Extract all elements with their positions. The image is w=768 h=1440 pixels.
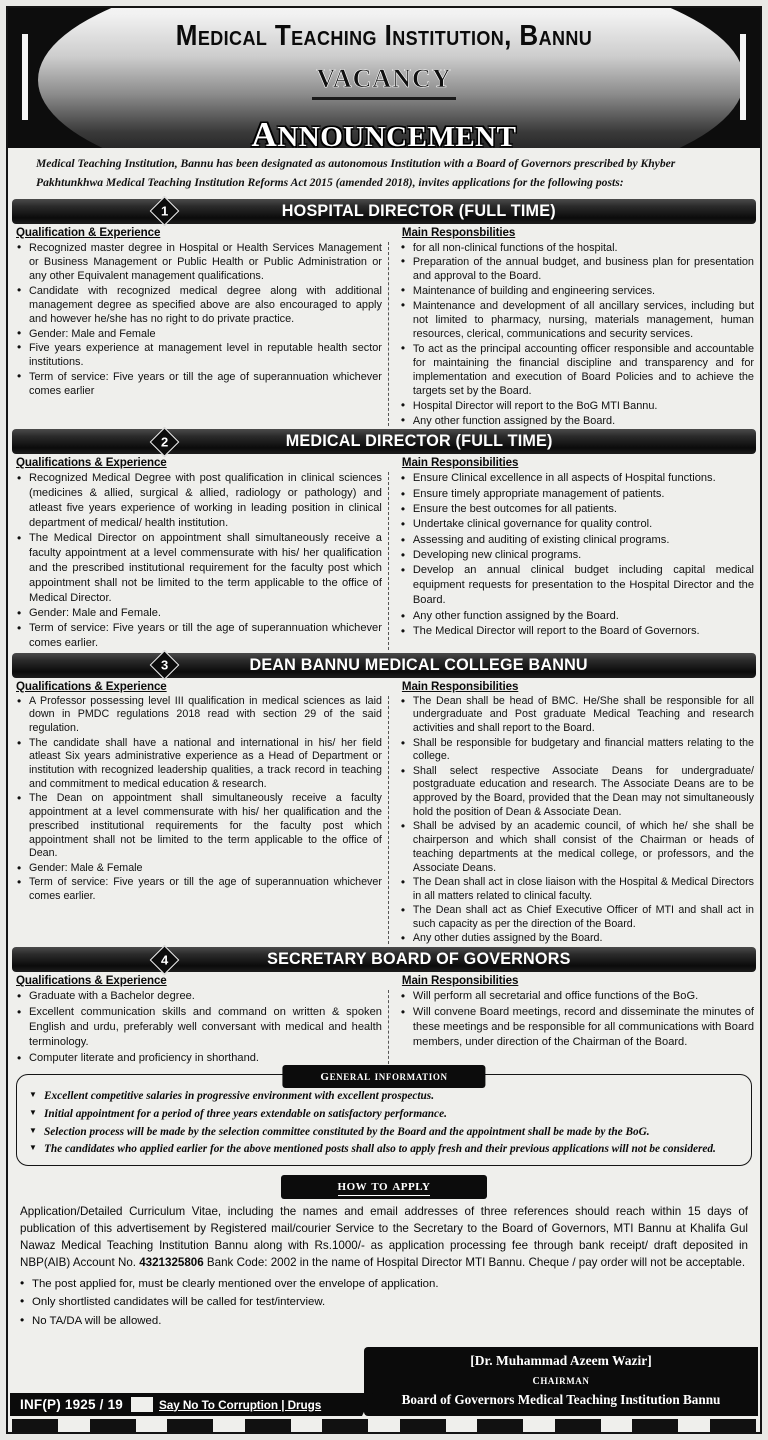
tooth	[322, 1419, 368, 1432]
section-number-badge-3	[150, 650, 180, 680]
section-body-4	[8, 972, 760, 1066]
list-item: • Gender: Male & Female	[14, 862, 382, 876]
list-item: • Graduate with a Bachelor degree.	[14, 989, 382, 1004]
list-item: • Develop an annual clinical budget including capital medical equipment requests for presentation to the Hospital Director and the Board.	[400, 563, 754, 608]
chairman-organization: Board of Governors Medical Teaching Institution Bannu	[401, 1392, 721, 1408]
section-2-left-column	[14, 456, 391, 651]
list-item: • Candidate with recognized medical degree along with additional management degree as specified above are also encouraged to apply and however he/she has no right to do private practice.	[14, 284, 382, 327]
section-1-left-column	[14, 226, 391, 429]
tooth	[555, 1419, 601, 1432]
list-item: • Undertake clinical governance for quality control.	[400, 517, 754, 532]
section-title-4: SECRETARY BOARD OF GOVERNORS	[267, 950, 571, 969]
section-3-left-heading: Qualifications & Experience	[16, 679, 167, 693]
list-item: • The post applied for, must be clearly mentioned over the envelope of application.	[16, 1275, 752, 1293]
tooth	[90, 1419, 136, 1432]
section-1-right-column	[391, 226, 754, 429]
chairman-role: chairman	[532, 1372, 590, 1389]
bank-account-number: 4321325806	[139, 1256, 204, 1270]
list-item: • Ensure timely appropriate management of patients.	[400, 487, 754, 502]
list-item: • Any other duties assigned by the Board.	[400, 932, 754, 946]
section-number-badge-4	[150, 945, 180, 975]
section-title-3: DEAN BANNU MEDICAL COLLEGE BANNU	[249, 655, 589, 674]
list-item: • Any other function assigned by the Board.	[400, 414, 754, 428]
list-item: • Only shortlisted candidates will be called for test/interview.	[16, 1293, 752, 1311]
list-item: ▼ Initial appointment for a period of three years extendable on satisfactory performance.	[27, 1106, 741, 1123]
section-2-right-heading: Main Responsibilities	[401, 456, 519, 470]
section-title-1: HOSPITAL DIRECTOR (FULL TIME)	[281, 201, 556, 220]
how-to-apply-part-1: Application/Detailed Curriculum Vitae, including the names and email addresses of three references should reach within 15 days of publication of this advertisement by Registered mail/courier Service to the Secretary to the Board of Governors, MTI Bannu at Khalifa Gul Nawaz Medical Teaching Institution Bannu along with Rs.1000/- as application processing fee through bank receipt/ draft deposited in NBP(AIB) Account No.	[20, 1204, 748, 1270]
section-header-medical-director	[12, 429, 756, 454]
section-2-responsibilities-list	[400, 471, 754, 638]
tooth	[245, 1419, 291, 1432]
section-1-qualifications-list	[14, 241, 382, 399]
section-1-responsibilities-list	[400, 241, 754, 428]
list-item: • Ensure Clinical excellence in all aspects of Hospital functions.	[400, 471, 754, 486]
section-3-responsibilities-list	[400, 695, 754, 946]
list-item: • Ensure the best outcomes for all patients.	[400, 502, 754, 517]
section-number-1: 1	[160, 203, 169, 219]
list-item: • A Professor possessing level III qualification in medical sciences as laid down in PMDC regulations 2018 read with section 29 of the said regulation.	[14, 695, 382, 736]
section-header-secretary	[12, 947, 756, 972]
masthead-institution-name: Medical Teaching Institution, Bannu	[175, 18, 593, 52]
section-body-3	[8, 678, 760, 947]
anti-corruption-slogan: Say No To Corruption | Drugs	[159, 1397, 322, 1412]
how-to-apply-list	[16, 1275, 752, 1330]
list-item: ▼ Selection process will be made by the selection committee constituted by the Board and the appointment shall be made by the BoG.	[27, 1124, 741, 1141]
list-item: • The candidate shall have a national and international in his/ her field atleast Six years administrative experience as a Head of Department or institution with recognized leadership qualities, a track record in teaching and commitment to medical education & research.	[14, 737, 382, 792]
inf-strip	[10, 1393, 362, 1416]
list-item: • Maintenance of building and engineering services.	[400, 284, 754, 298]
section-2-left-heading: Qualifications & Experience	[16, 456, 167, 470]
tooth	[710, 1419, 756, 1432]
list-item: • Recognized Medical Degree with post qualification in clinical sciences (medicines & allied, surgical & allied, radiology or pathology) and atleast five years experience of working in leading position in clinical department of medical/ health institution.	[14, 471, 382, 530]
list-item: • Term of service: Five years or till the age of superannuation whichever comes earlier.	[14, 621, 382, 651]
list-item: • Shall be advised by an academic council, of which he/ she shall be chairperson and which shall consist of the Chairman or heads of teaching departments at the medical college, or professors, and the Associate Deans.	[400, 820, 754, 875]
list-item: • To act as the principal accounting officer responsible and accountable for maintaining the financial discipline and transparency and for implementation and execution of Board Policies and to achieve the targets set by the Board.	[400, 342, 754, 399]
section-header-hospital-director	[12, 199, 756, 224]
list-item: • Shall select respective Associate Deans for undergraduate/ postgraduate education and research. The Associate Deans are to be approved by the Board, provided that the Dean may not simultaneously hold the position of Dean & Associate Dean.	[400, 765, 754, 820]
list-item: • No TA/DA will be allowed.	[16, 1312, 752, 1330]
footer	[8, 1346, 760, 1432]
general-information-block	[16, 1067, 752, 1166]
list-item: • Will perform all secretarial and office functions of the BoG.	[400, 989, 754, 1004]
masthead	[8, 8, 760, 148]
section-4-qualifications-list	[14, 989, 382, 1065]
section-header-dean	[12, 653, 756, 678]
masthead-announcement-word: announcement	[251, 101, 517, 148]
list-item: ▼ The candidates who applied earlier for the above mentioned posts shall also to apply fresh and their previous applications will not be considered.	[27, 1141, 741, 1158]
section-2-right-column	[391, 456, 754, 651]
list-item: • Preparation of the annual budget, and business plan for presentation and approval to the Board.	[400, 255, 754, 283]
list-item: • Shall be responsible for budgetary and financial matters relating to the college.	[400, 737, 754, 765]
tooth	[167, 1419, 213, 1432]
footer-teeth-decoration	[8, 1419, 760, 1432]
list-item: • The Dean shall be head of BMC. He/She shall be responsible for all undergraduate and Post graduate Medical Teaching and research activities and shall report to the Board.	[400, 695, 754, 736]
how-to-apply-part-2: Bank Code: 2002 in the name of Hospital Director MTI Bannu. Cheque / pay order will not be acceptable.	[203, 1256, 746, 1270]
section-3-right-column	[391, 680, 754, 947]
list-item: • The Dean on appointment shall simultaneously receive a faculty appointment at a level commensurate with his/ her qualification and the prescribed institutional requirements for the faculty post which appointment shall not be limited to the term applicable to the office of Dean.	[14, 792, 382, 861]
inf-separator	[131, 1397, 153, 1412]
list-item: • Developing new clinical programs.	[400, 548, 754, 563]
list-item: • Term of service: Five years or till the age of superannuation whichever comes earlier.	[14, 876, 382, 904]
list-item: • Hospital Director will report to the BoG MTI Bannu.	[400, 399, 754, 413]
how-to-apply-heading	[281, 1175, 487, 1199]
list-item: • Gender: Male and Female.	[14, 606, 382, 621]
list-item: • Excellent communication skills and command on written & spoken English and urdu, preferably well conversant with medical and health terminology.	[14, 1005, 382, 1050]
chairman-signature-block	[364, 1347, 758, 1416]
section-1-left-heading: Qualification & Experience	[16, 225, 161, 239]
chairman-name: [Dr. Muhammad Azeem Wazir]	[470, 1353, 652, 1369]
section-number-badge-2	[150, 427, 180, 457]
tooth	[632, 1419, 678, 1432]
list-item: • Gender: Male and Female	[14, 327, 382, 341]
intro-paragraph: Medical Teaching Institution, Bannu has been designated as autonomous Institution with a Board of Governors prescribed by Khyber Pakhtunkhwa Medical Teaching Institution Reforms Act 2015 (amended 2018), invites applications for the following posts:	[36, 157, 676, 189]
list-item: • Assessing and auditing of existing clinical programs.	[400, 533, 754, 548]
section-4-left-heading: Qualifications & Experience	[16, 974, 167, 988]
section-1-right-heading: Main Responsbilities	[401, 225, 516, 239]
how-to-apply-paragraph	[16, 1199, 752, 1272]
list-item: • Term of service: Five years or till the age of superannuation whichever comes earlier	[14, 370, 382, 398]
list-item: • Any other function assigned by the Board.	[400, 609, 754, 624]
section-number-badge-1	[150, 196, 180, 226]
how-to-apply-block	[16, 1175, 752, 1330]
section-number-4: 4	[160, 952, 169, 968]
section-number-2: 2	[160, 434, 169, 450]
list-item: ▼ Excellent competitive salaries in progressive environment with excellent prospectus.	[27, 1088, 741, 1105]
general-information-heading: general information	[282, 1065, 485, 1088]
tooth	[400, 1419, 446, 1432]
how-to-apply-heading-text: how to apply	[337, 1177, 431, 1194]
list-item: • Recognized master degree in Hospital or Health Services Management or Business Management or Public Health or Public Administration or any other Equivalent management qualifications.	[14, 241, 382, 284]
section-3-qualifications-list	[14, 695, 382, 904]
inf-number: INF(P) 1925 / 19	[20, 1397, 123, 1412]
list-item: • The Medical Director will report to the Board of Governors.	[400, 624, 754, 639]
section-body-2	[8, 454, 760, 651]
general-information-list	[27, 1088, 741, 1158]
list-item: • Five years experience at management level in reputable health sector institutions.	[14, 341, 382, 369]
section-4-right-column	[391, 974, 754, 1066]
section-title-2: MEDICAL DIRECTOR (FULL TIME)	[285, 432, 553, 451]
masthead-vacancy-text: vacancy	[312, 55, 455, 100]
section-4-responsibilities-list	[400, 989, 754, 1050]
list-item: • Will convene Board meetings, record and disseminate the minutes of these meetings and be responsible for all communications with Board members, under direction of the Chairman of the Board.	[400, 1005, 754, 1050]
masthead-vacancy-word	[8, 54, 760, 97]
tooth	[12, 1419, 58, 1432]
section-4-right-heading: Main Responsibilities	[401, 974, 519, 988]
section-body-1	[8, 224, 760, 429]
list-item: • The Dean shall act as Chief Executive Officer of MTI and shall act in such capacity as per the direction of the Board.	[400, 904, 754, 932]
section-3-left-column	[14, 680, 391, 947]
list-item: • Computer literate and proficiency in shorthand.	[14, 1051, 382, 1066]
list-item: • Maintenance and development of all ancillary services, including but not limited to pharmacy, nursing, materials management, human resources, clerical, communications and security services.	[400, 299, 754, 342]
section-4-left-column	[14, 974, 391, 1066]
list-item: • The Dean shall act in close liaison with the Hospital & Medical Directors in all matters related to clinical faculty.	[400, 876, 754, 904]
advertisement-sheet	[6, 6, 762, 1434]
list-item: • The Medical Director on appointment shall simultaneously receive a faculty appointment at a level commensurate with his/ her qualification and the prescribed institutional requirement for the faculty post which appointment shall not be limited to the term applicable to the office of Medical Director.	[14, 531, 382, 605]
section-3-right-heading: Main Responsibilities	[401, 679, 519, 693]
list-item: • for all non-clinical functions of the hospital.	[400, 241, 754, 255]
section-2-qualifications-list	[14, 471, 382, 651]
section-number-3: 3	[160, 657, 169, 673]
tooth	[477, 1419, 523, 1432]
